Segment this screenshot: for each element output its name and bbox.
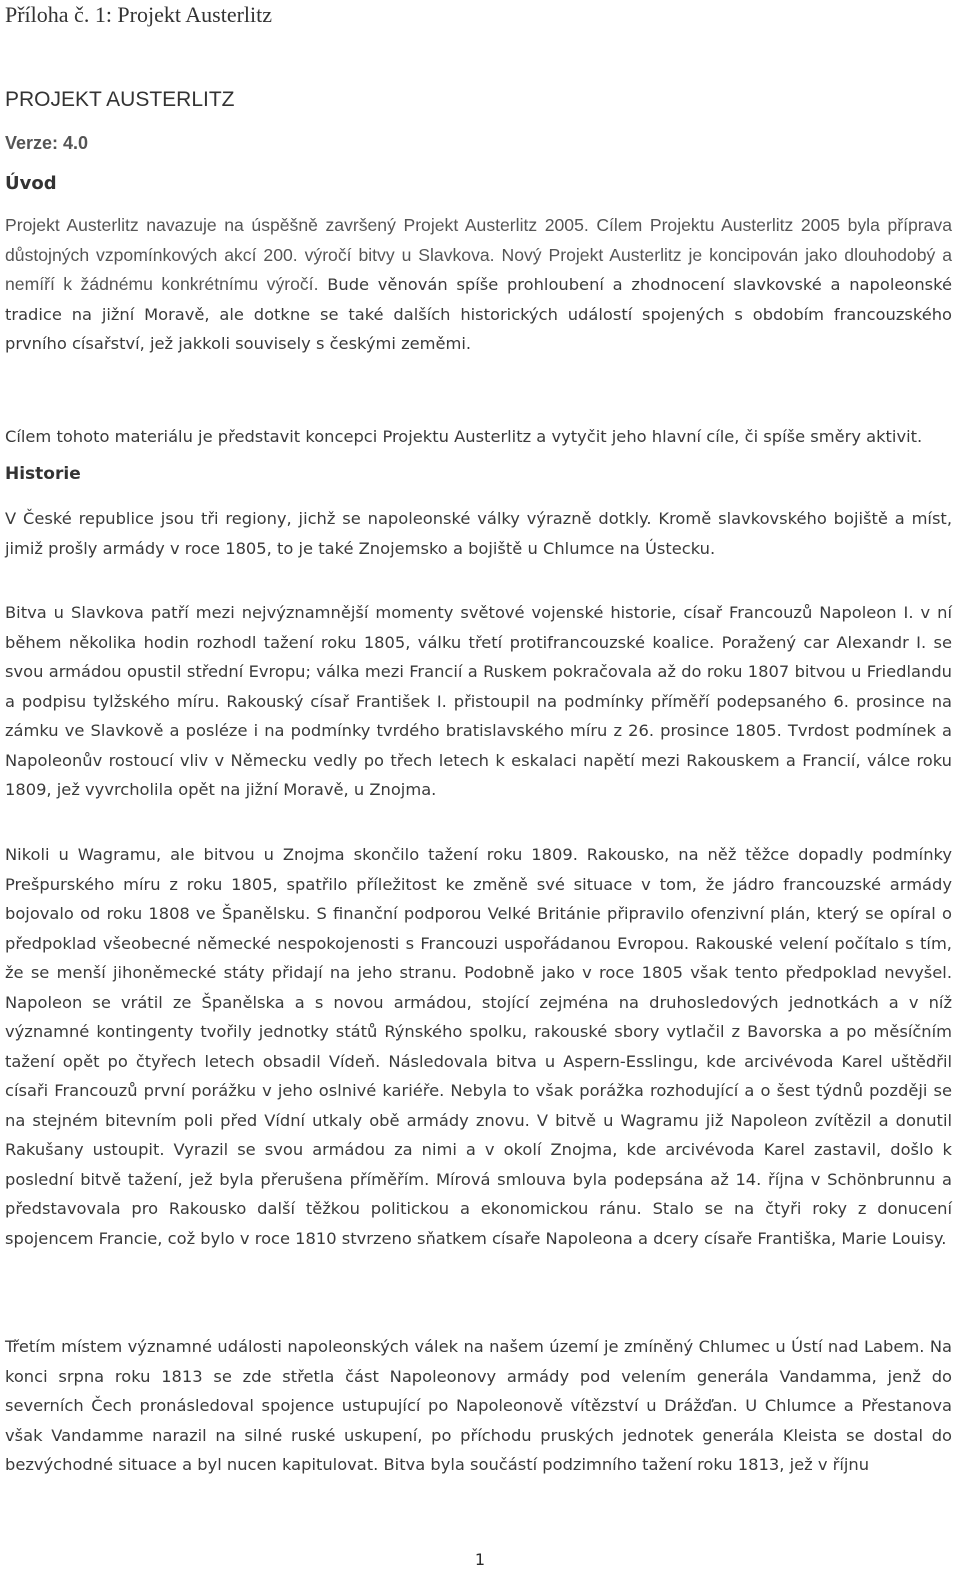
intro-lead-text: Projekt Austerlitz navazuje na úspěšně završený Projekt Austerlitz 2005. Cílem Projektu Austerlitz 2005 byla příprava důstojných vzpomínkových akcí 200. výročí bitvy u Slavkova. Nový Projekt Austerlitz je koncipován jako dlouhodobý a nemíří k žádnému konkrétnímu výročí. — [5, 215, 952, 294]
intro-rest-text: Bude věnován spíše prohloubení a zhodnocení slavkovské a napoleonské tradice na jižní Moravě, ale dotkne se také dalších historických událostí spojených s obdobím francouzského prvního císařství, jež jakkoli souvisely s českými zeměmi. — [5, 275, 952, 353]
intro-paragraph-1 — [5, 211, 952, 359]
history-heading: Historie — [5, 464, 81, 484]
history-paragraph-1: V České republice jsou tři regiony, jichž se napoleonské války výrazně dotkly. Kromě slavkovského bojiště a míst, jimiž prošly armády v roce 1805, to je také Znojemsko a bojiště u Chlumce na Ústecku. — [5, 509, 952, 558]
history-paragraph-3: Nikoli u Wagramu, ale bitvou u Znojma skončilo tažení roku 1809. Rakousko, na něž těžce dopadly podmínky Prešpurského míru z roku 1805, spatřilo příležitost ke změně své situace v tom, že jádro francouzské armády bojovalo od roku 1808 ve Španělsku. S finanční podporou Velké Británie připravilo ofenzivní plán, který se opíral o předpoklad všeobecné německé nespokojenosti s Francouzi uspořádanou Evropou. Rakouské velení počítalo s tím, že se menší jihoněmecké státy přidají na jeho stranu. Podobně jako v roce 1805 však tento předpoklad nevyšel. Napoleon se vrátil ze Španělska a s novou armádou, stojící zejména na druhosledových jednotkách a v níž významné kontingenty tvořily jednotky států Rýnského spolku, rakouské sbory vytlačil z Bavorska a po měsíčním tažení opět po čtyřech letech obsadil Vídeň. Následovala bitva u Aspern-Esslingu, kde arcivévoda Karel uštědřil císaři Francouzů první porážku v jeho oslnivé kariéře. Nebyla to však porážka rozhodující a o šest týdnů později se na stejném bitevním poli před Vídní utkaly obě armády znovu. V bitvě u Wagramu již Napoleon zvítězil a donutil Rakušany ustoupit. Vyrazil se svou armádou za nimi a v okolí Znojma, kde arcivévoda Karel zastavil, došlo k poslední bitvě tažení, jež byla přerušena příměřím. Mírová smlouva byla podepsána až 14. října v Schönbrunnu a představovala pro Rakousko další těžkou politickou a ekonomickou ránu. Stalo se na čtyři roky z donucení spojencem Francie, což bylo v roce 1810 stvrzeno sňatkem císaře Napoleona a dcery císaře Františka, Marie Louisy. — [5, 845, 952, 1248]
version-label: Verze: 4.0 — [5, 133, 89, 153]
history-paragraph-4: Třetím místem významné události napoleonských válek na našem území je zmíněný Chlumec u Ústí nad Labem. Na konci srpna roku 1813 se zde střetla část Napoleonovy armády pod velením generála Vandamma, jenž do severních Čech pronásledoval spojence ustupující po Napoleonově vítězství u Drážďan. U Chlumce a Přestanova však Vandamme narazil na silné ruské uskupení, po příchodu pruských jednotek generála Kleista se dostal do bezvýchodné situace a byl nucen kapitulovat. Bitva byla součástí podzimního tažení roku 1813, jež v říjnu — [5, 1337, 952, 1474]
document-title: PROJEKT AUSTERLITZ — [5, 88, 235, 111]
intro-paragraph-2: Cílem tohoto materiálu je představit koncepci Projektu Austerlitz a vytyčit jeho hlavní cíle, či spíše směry aktivit. — [5, 427, 923, 446]
history-paragraph-2: Bitva u Slavkova patří mezi nejvýznamnější momenty světové vojenské historie, císař Francouzů Napoleon I. v ní během několika hodin rozhodl tažení roku 1805, válku třetí protifrancouzské koalice. Poražený car Alexandr I. se svou armádou opustil střední Evropu; válka mezi Francií a Ruskem pokračovala až do roku 1807 bitvou u Friedlandu a podpisu tylžského míru. Rakouský císař František I. přistoupil na podmínky příměří podepsaného 6. prosince na zámku ve Slavkově a posléze i na podmínky tvrdého bratislavského míru z 26. prosince 1805. Tvrdost podmínek a Napoleonův rostoucí vliv v Německu vedly po třech letech k eskalaci napětí mezi Rakouskem a Francií, válce roku 1809, jež vyvrcholila opět na jižní Moravě, u Znojma. — [5, 603, 952, 799]
attachment-title: Příloha č. 1: Projekt Austerlitz — [5, 2, 273, 27]
page-number: 1 — [474, 1550, 486, 1569]
intro-heading: Úvod — [5, 173, 57, 194]
